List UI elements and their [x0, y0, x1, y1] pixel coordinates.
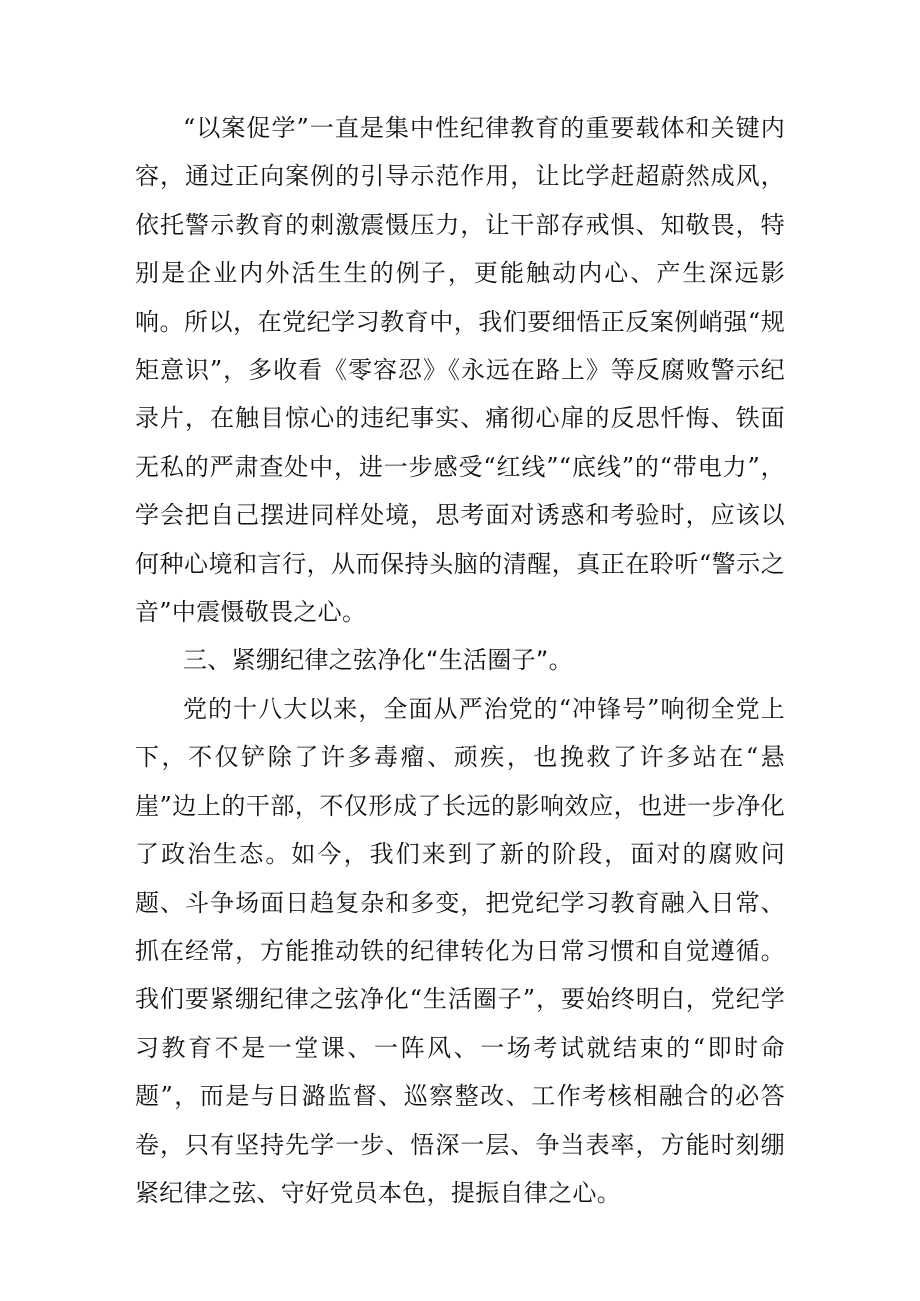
paragraph-case-study: “以案促学”一直是集中性纪律教育的重要载体和关键内容，通过正向案例的引导示范作用，让比学赶超蔚然成风，依托警示教育的刺激震慑压力，让干部存戒惧、知敬畏，特别是企业内外活生生的例子，更能触动内心、产生深远影响。所以，在党纪学习教育中，我们要细悟正反案例峭强“规矩意识”，多收看《零容忍》《永远在路上》等反腐败警示纪录片，在触目惊心的违纪事实、痛彻心扉的反思忏悔、铁面无私的严肃查处中，进一步感受“红线”“底线”的“带电力”，学会把自己摆进同样处境，思考面对诱惑和考验时，应该以何种心境和言行，从而保持头脑的清醒，真正在聆听“警示之音”中震慑敬畏之心。 — [135, 114, 785, 627]
section-heading-3: 三、紧绷纪律之弦净化“生活圈子”。 — [183, 646, 573, 675]
document-body — [135, 104, 785, 1217]
paragraph-discipline: 党的十八大以来，全面从严治党的“冲锋号”响彻全党上下，不仅铲除了许多毒瘤、顽疾，也挽救了许多站在“悬崖”边上的干部，不仅形成了长远的影响效应，也进一步净化了政治生态。如今，我们来到了新的阶段，面对的腐败问题、斗争场面日趋复杂和多变，把党纪学习教育融入日常、抓在经常，方能推动铁的纪律转化为日常习惯和自觉遵循。我们要紧绷纪律之弦净化“生活圈子”，要始终明白，党纪学习教育不是一堂课、一阵风、一场考试就结束的“即时命题”，而是与日潞监督、巡察整改、工作考核相融合的必答卷，只有坚持先学一步、悟深一层、争当表率，方能时刻绷紧纪律之弦、守好党员本色，提振自律之心。 — [135, 694, 785, 1207]
